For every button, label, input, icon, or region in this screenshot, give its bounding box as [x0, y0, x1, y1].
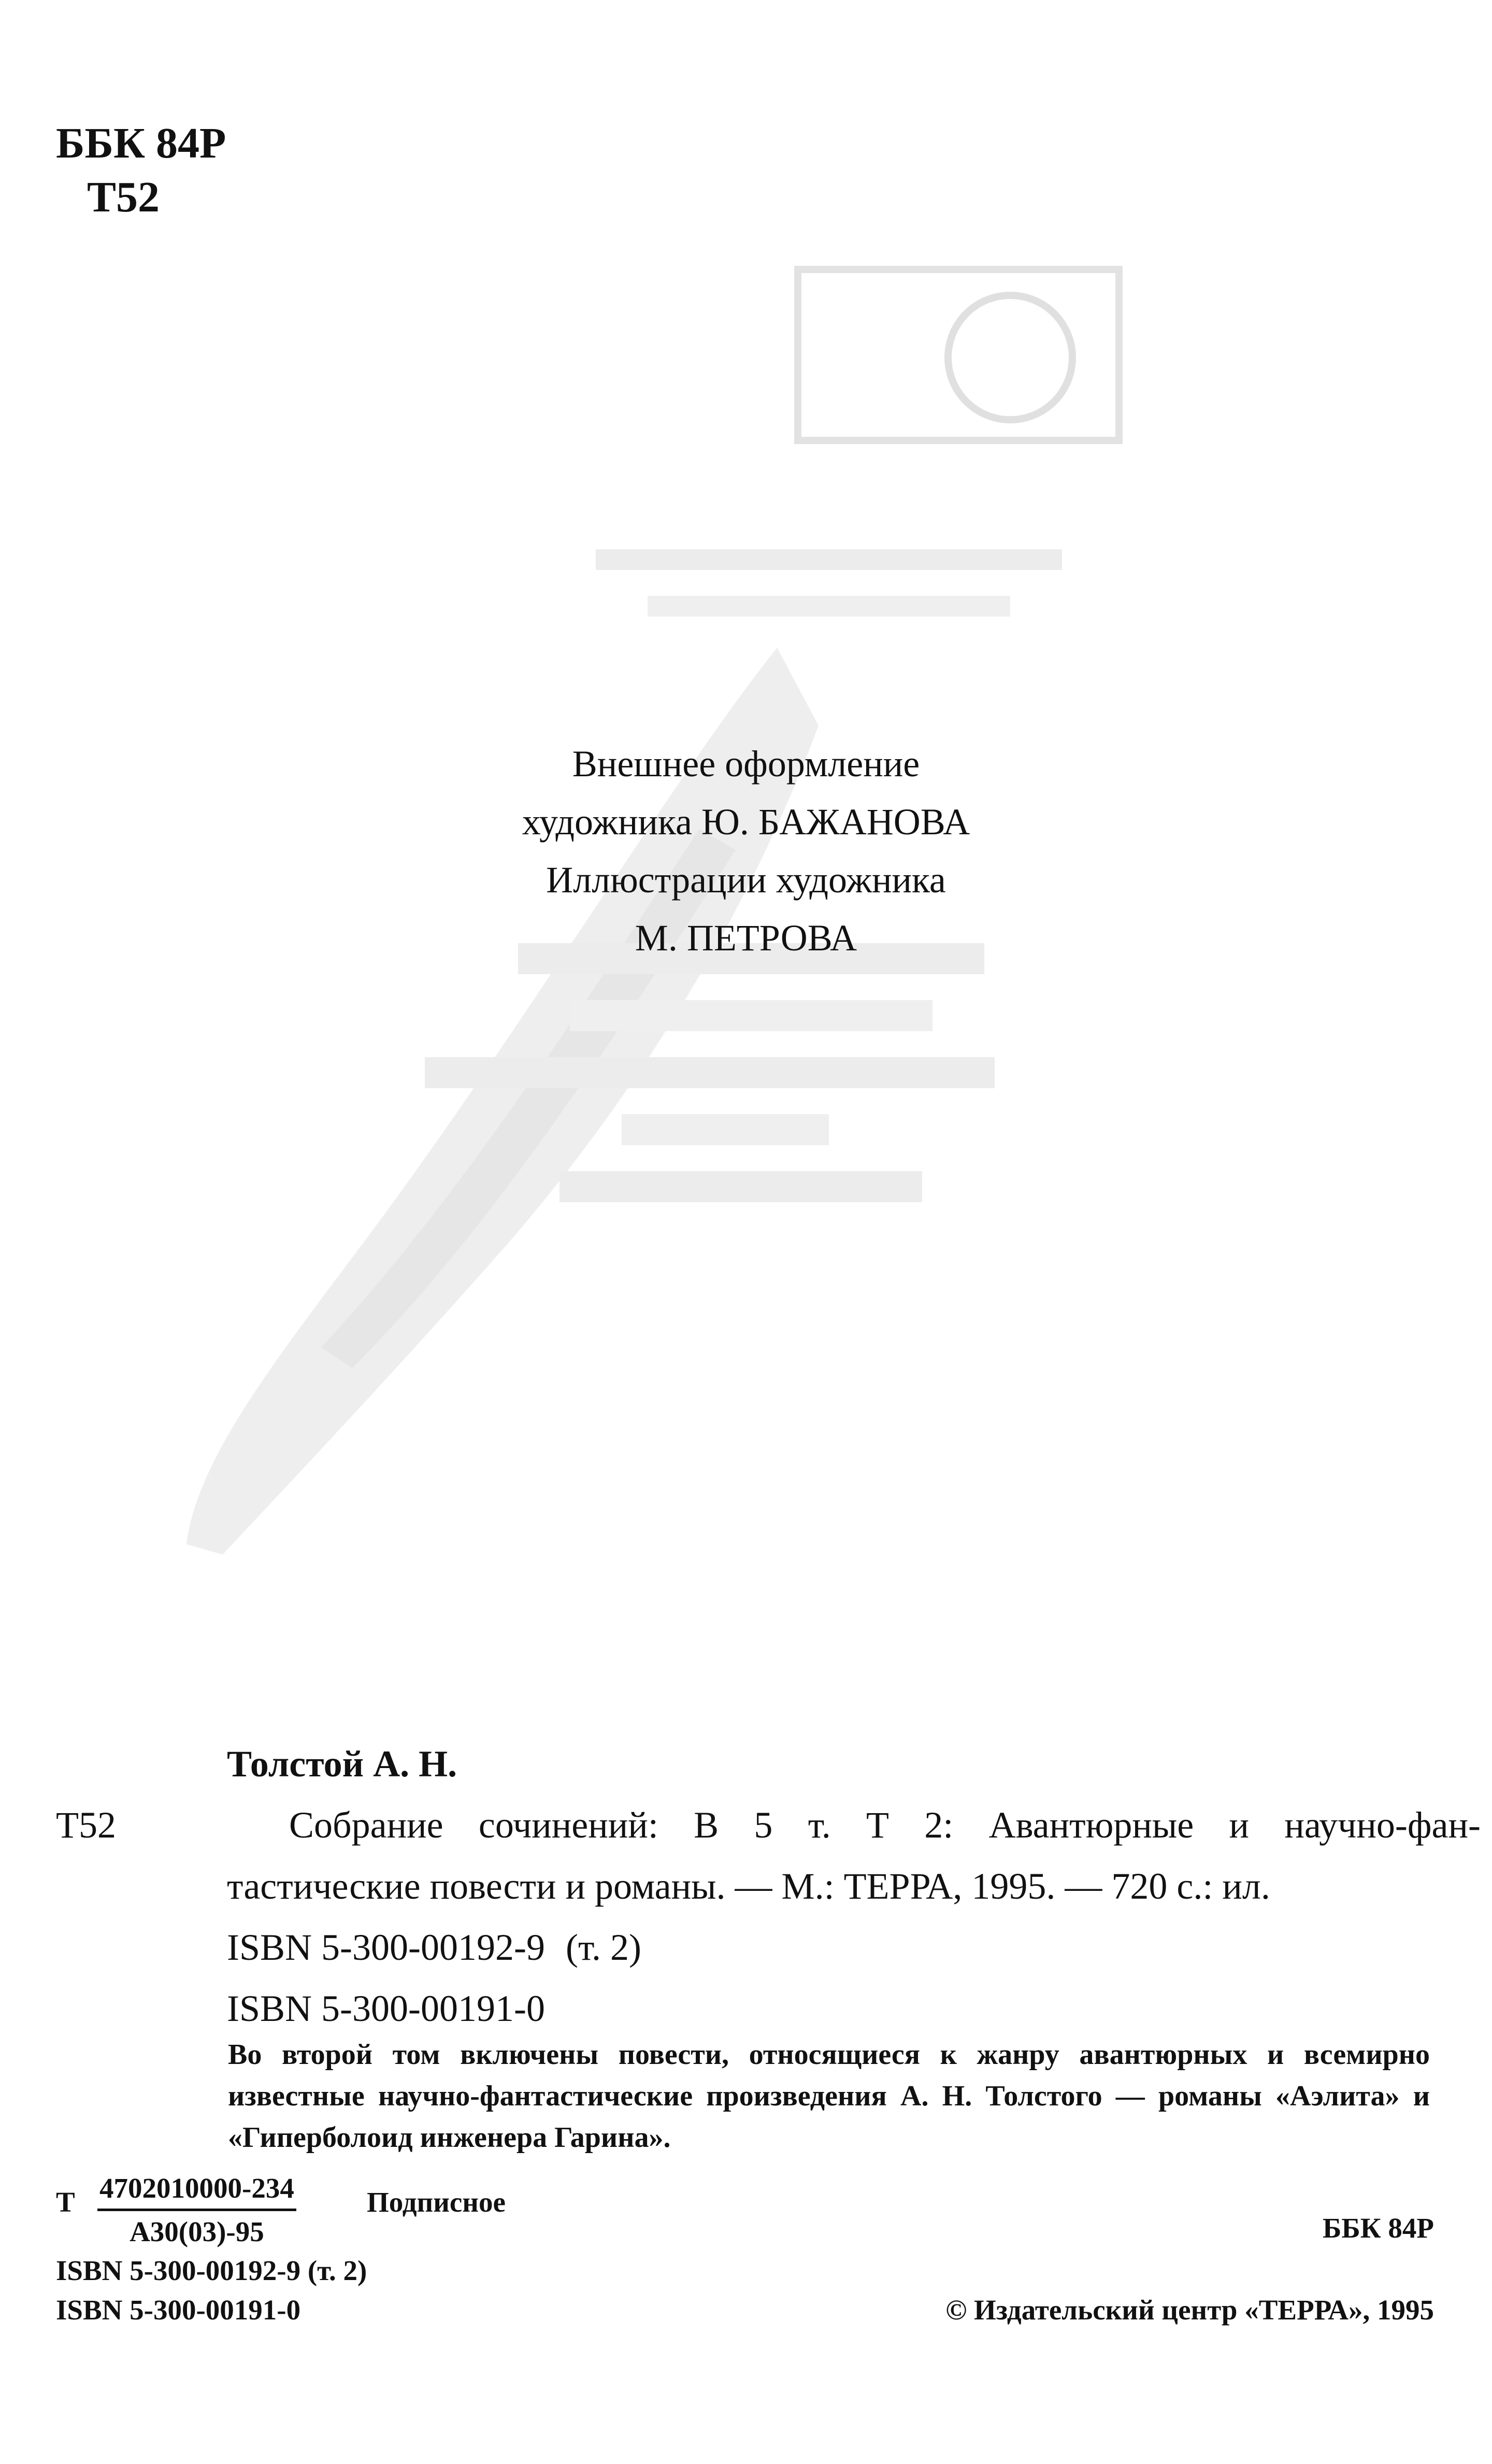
imprint-isbn-set: ISBN 5-300-00191-0 — [56, 2294, 301, 2326]
imprint-letter: Т — [56, 2186, 75, 2218]
fraction-numerator: 4702010000-234 — [97, 2170, 296, 2211]
ghost-line-6 — [622, 1114, 829, 1145]
annotation — [228, 2034, 1430, 2158]
author-name: Толстой А. Н. — [227, 1743, 457, 1785]
record-title-line-2: тастические повести и романы. — М.: ТЕРРА, 1995. — 720 с.: ил. — [227, 1865, 1270, 1907]
ghost-logo-circle — [948, 295, 1072, 420]
isbn-volume-number: ISBN 5-300-00192-9 — [227, 1927, 545, 1968]
bbk-code: ББК 84Р — [56, 119, 226, 167]
fraction-denominator: А30(03)-95 — [130, 2216, 264, 2247]
record-title-line-1: Собрание сочинений: В 5 т. Т 2: Авантюрные и научно-фан- — [289, 1804, 1481, 1846]
ghost-line-4 — [570, 1000, 933, 1031]
annotation-text: Во второй том включены повести, относящиеся к жанру авантюрных и всемирно известные научно-фантастические произведения А. Н. Толстого — романы «Аэлита» и «Гиперболоид инженера Гарина». — [228, 2039, 1430, 2154]
imprint-isbn-volume: ISBN 5-300-00192-9 (т. 2) — [56, 2255, 367, 2286]
copyright-notice: © Издательский центр «ТЕРРА», 1995 — [945, 2294, 1434, 2326]
ghost-line-2 — [648, 596, 1010, 617]
illustrations-label: Иллюстрации художника — [546, 859, 946, 901]
bbk-bottom: ББК 84Р — [1323, 2212, 1434, 2244]
ghost-line-5 — [425, 1057, 995, 1088]
isbn-set: ISBN 5-300-00191-0 — [227, 1988, 545, 2029]
imprint-fraction — [97, 2170, 296, 2252]
isbn-volume-note: (т. 2) — [565, 1927, 641, 1968]
design-credits — [0, 735, 1492, 967]
cover-artist: художника Ю. БАЖАНОВА — [522, 801, 970, 843]
ghost-line-7 — [560, 1171, 922, 1202]
bbk-classification — [56, 117, 226, 224]
cover-design-label: Внешнее оформление — [572, 743, 920, 785]
illustrator-name: М. ПЕТРОВА — [635, 917, 857, 959]
author-code: Т52 — [56, 1804, 116, 1846]
isbn-volume — [227, 1917, 641, 1978]
subscription-label: Подписное — [367, 2186, 506, 2218]
ghost-line-1 — [596, 549, 1062, 570]
imprint-block — [56, 2170, 1434, 2336]
author-mark: Т52 — [87, 173, 160, 221]
